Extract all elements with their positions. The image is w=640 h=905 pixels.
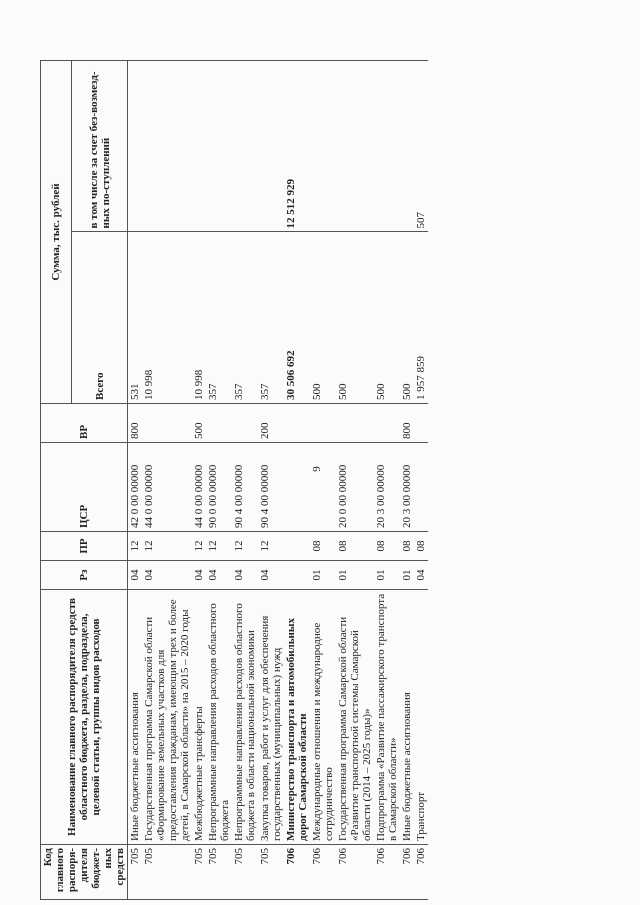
cell-pr: 08 <box>400 532 414 561</box>
cell-free <box>192 61 206 233</box>
cell-name: Подпрограмма «Развитие пассажирского транспорта в Самарской области» <box>374 590 400 845</box>
cell-rz: 04 <box>206 561 232 590</box>
cell-all: 500 <box>374 232 400 404</box>
cell-free <box>400 61 414 233</box>
cell-csr: 90 4 00 00000 <box>232 443 258 532</box>
cell-name: Государственная программа Самарской области «Формирование земельных участков для предоставления гражданам, имеющим трех и более детей, в Самарской области» на 2015 – 2020 годы <box>142 590 192 845</box>
cell-all: 500 <box>310 232 336 404</box>
cell-name: Министерство транспорта и автомобильных дорог Самарской области <box>284 590 310 845</box>
cell-free <box>128 61 143 233</box>
table-row <box>192 61 206 900</box>
cell-free <box>310 61 336 233</box>
cell-vr <box>414 404 428 443</box>
cell-all: 10 998 <box>142 232 192 404</box>
header-kod: Код главного распоря-дителя бюджет-ных средств <box>41 845 128 900</box>
cell-vr: 200 <box>258 404 284 443</box>
header-name: Наименование главного распорядителя средств областного бюджета, раздела, подраздела, целевой статьи, группы видов расходов <box>41 590 128 845</box>
cell-pr: 12 <box>232 532 258 561</box>
cell-vr: 800 <box>400 404 414 443</box>
cell-rz: 04 <box>414 561 428 590</box>
cell-all: 1 957 859 <box>414 232 428 404</box>
cell-kod: 705 <box>128 845 143 900</box>
cell-vr <box>142 404 192 443</box>
cell-free: 507 <box>414 61 428 233</box>
cell-rz: 04 <box>192 561 206 590</box>
cell-vr <box>374 404 400 443</box>
cell-kod: 705 <box>258 845 284 900</box>
cell-free <box>142 61 192 233</box>
cell-pr: 08 <box>414 532 428 561</box>
cell-rz: 01 <box>374 561 400 590</box>
cell-all: 531 <box>128 232 143 404</box>
header-vr: ВР <box>41 404 128 443</box>
cell-vr <box>206 404 232 443</box>
table-row <box>310 61 336 900</box>
cell-free <box>206 61 232 233</box>
cell-kod: 706 <box>374 845 400 900</box>
cell-csr <box>284 443 310 532</box>
cell-csr: 20 3 00 00000 <box>374 443 400 532</box>
cell-free <box>374 61 400 233</box>
cell-free: 12 512 929 <box>284 61 310 233</box>
table-row <box>232 61 258 900</box>
header-all: Всего <box>72 232 128 404</box>
cell-all: 500 <box>336 232 374 404</box>
cell-name: Государственная программа Самарской области «Развитие транспортной системы Самарской области (2014 – 2025 годы)» <box>336 590 374 845</box>
cell-name: Непрограммные направления расходов областного бюджета <box>206 590 232 845</box>
table-row <box>142 61 192 900</box>
table-row <box>336 61 374 900</box>
cell-csr <box>414 443 428 532</box>
cell-csr: 20 0 00 00000 <box>336 443 374 532</box>
cell-pr: 12 <box>206 532 232 561</box>
header-csr: ЦСР <box>41 443 128 532</box>
cell-rz: 01 <box>310 561 336 590</box>
cell-kod: 706 <box>414 845 428 900</box>
cell-rz: 04 <box>128 561 143 590</box>
cell-name: Межбюджетные трансферты <box>192 590 206 845</box>
cell-free <box>232 61 258 233</box>
cell-pr: 12 <box>192 532 206 561</box>
cell-rz: 04 <box>258 561 284 590</box>
cell-rz <box>284 561 310 590</box>
page-number: 9 <box>310 466 323 472</box>
header-sum: Сумма, тыс. рублей <box>41 61 72 404</box>
budget-table-sheet <box>40 60 600 900</box>
header-pr: ПР <box>41 532 128 561</box>
cell-name: Иные бюджетные ассигнования <box>400 590 414 845</box>
cell-rz: 04 <box>232 561 258 590</box>
header-free: в том числе за счет без-возмезд-ных по-ступлений <box>72 61 128 233</box>
table-row <box>206 61 232 900</box>
cell-csr: 44 0 00 00000 <box>192 443 206 532</box>
cell-all: 357 <box>258 232 284 404</box>
cell-vr <box>284 404 310 443</box>
cell-vr: 800 <box>128 404 143 443</box>
cell-kod: 706 <box>336 845 374 900</box>
cell-csr: 90 4 00 00000 <box>258 443 284 532</box>
table-row <box>414 61 428 900</box>
cell-name: Иные бюджетные ассигнования <box>128 590 143 845</box>
table-row <box>284 61 310 900</box>
cell-name: Закупка товаров, работ и услуг для обеспечения государственных (муниципальных) нужд <box>258 590 284 845</box>
cell-vr <box>336 404 374 443</box>
cell-pr: 12 <box>258 532 284 561</box>
cell-csr: 44 0 00 00000 <box>142 443 192 532</box>
cell-kod: 705 <box>206 845 232 900</box>
cell-kod: 705 <box>232 845 258 900</box>
cell-free <box>336 61 374 233</box>
cell-pr: 08 <box>310 532 336 561</box>
header-rz: Рз <box>41 561 128 590</box>
cell-all: 30 506 692 <box>284 232 310 404</box>
cell-kod: 706 <box>284 845 310 900</box>
cell-all: 500 <box>400 232 414 404</box>
cell-name: Международные отношения и международное сотрудничество <box>310 590 336 845</box>
cell-rz: 01 <box>336 561 374 590</box>
cell-kod: 705 <box>142 845 192 900</box>
cell-all: 10 998 <box>192 232 206 404</box>
cell-kod: 706 <box>400 845 414 900</box>
cell-all: 357 <box>232 232 258 404</box>
cell-csr <box>310 443 336 532</box>
cell-csr: 42 0 00 00000 <box>128 443 143 532</box>
cell-vr: 500 <box>192 404 206 443</box>
cell-kod: 706 <box>310 845 336 900</box>
cell-pr: 08 <box>374 532 400 561</box>
cell-free <box>258 61 284 233</box>
table-row <box>128 61 143 900</box>
table-row <box>374 61 400 900</box>
cell-name: Транспорт <box>414 590 428 845</box>
cell-rz: 04 <box>142 561 192 590</box>
cell-pr <box>284 532 310 561</box>
table-row <box>258 61 284 900</box>
cell-name: Непрограммные направления расходов областного бюджета в области национальной экономики <box>232 590 258 845</box>
cell-vr <box>232 404 258 443</box>
budget-table <box>40 60 428 900</box>
cell-pr: 12 <box>142 532 192 561</box>
cell-csr: 90 0 00 00000 <box>206 443 232 532</box>
table-row <box>400 61 414 900</box>
cell-kod: 705 <box>192 845 206 900</box>
cell-pr: 12 <box>128 532 143 561</box>
cell-rz: 01 <box>400 561 414 590</box>
cell-csr: 20 3 00 00000 <box>400 443 414 532</box>
cell-all: 357 <box>206 232 232 404</box>
cell-pr: 08 <box>336 532 374 561</box>
cell-vr <box>310 404 336 443</box>
